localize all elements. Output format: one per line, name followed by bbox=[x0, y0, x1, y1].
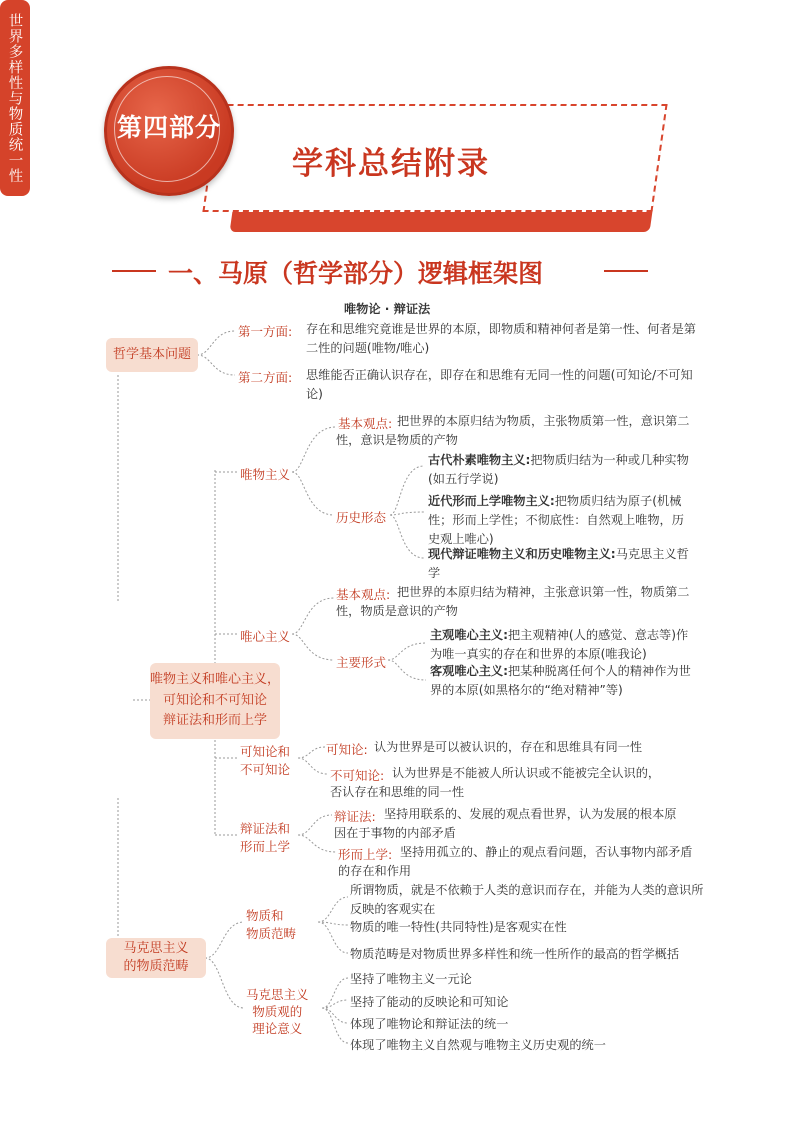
aspect-1-text: 存在和思维究竟谁是世界的本原，即物质和精神何者是第一性、何者是第二性的问题(唯物/唯心) bbox=[306, 322, 696, 355]
materialism-forms-label: 历史形态 bbox=[336, 510, 387, 525]
matter-item-1: 所谓物质，就是不依赖于人类的意识而存在，并能为人类的意识所反映的客观实在 bbox=[350, 883, 704, 916]
unknowable-label: 不可知论: bbox=[330, 768, 385, 783]
marxist-matter-label-2: 的物质范畴 bbox=[123, 959, 189, 974]
form-3-title: 现代辩证唯物主义和历史唯物主义: bbox=[428, 547, 616, 561]
significance-label-2: 物质观的 bbox=[252, 1003, 303, 1019]
dialectics-label-1: 辩证法和 bbox=[240, 821, 291, 836]
materialism-basic-label: 基本观点: bbox=[338, 416, 393, 431]
root-node: 世界多样性与物质统一性 bbox=[0, 0, 30, 196]
significance-item-3: 体现了唯物论和辩证法的统一 bbox=[350, 1017, 509, 1031]
materialism-form-2 bbox=[428, 492, 696, 549]
center-line-1: 唯物主义和唯心主义， bbox=[150, 671, 281, 687]
aspect-2-label: 第二方面: bbox=[238, 370, 293, 385]
unknowable-text: 认为世界是不能被人所认识或不能被完全认识的，否认存在和思维的同一性 bbox=[330, 766, 661, 799]
knowable-label: 可知论: bbox=[326, 742, 368, 757]
matter-label-1: 物质和 bbox=[246, 908, 284, 923]
marxist-matter-label-1: 马克思主义 bbox=[123, 940, 189, 956]
dialectics-text: 坚持用联系的、发展的观点看世界，认为发展的根本原因在于事物的内部矛盾 bbox=[334, 807, 677, 840]
center-line-2: 可知论和不可知论 bbox=[162, 692, 267, 708]
metaphysics-text: 坚持用孤立的、静止的观点看问题，否认事物内部矛盾的存在和作用 bbox=[338, 845, 693, 878]
matter-label-2: 物质范畴 bbox=[246, 925, 297, 941]
form-3-text: 马克思主义哲学 bbox=[428, 547, 689, 580]
node-dialectics bbox=[240, 820, 290, 855]
ideal-form-2-title: 客观唯心主义: bbox=[430, 664, 508, 678]
node-center bbox=[150, 663, 280, 739]
aspect-1-label: 第一方面: bbox=[238, 324, 293, 339]
significance-label-1: 马克思主义 bbox=[246, 987, 309, 1002]
idealism-forms-label: 主要形式 bbox=[336, 655, 387, 670]
materialism-basic-text: 把世界的本原归结为物质，主张物质第一性，意识第二性，意识是物质的产物 bbox=[336, 414, 690, 447]
matter-item-2: 物质的唯一特性(共同特性)是客观实在性 bbox=[350, 920, 567, 934]
significance-label-3: 理论意义 bbox=[252, 1020, 303, 1036]
caption-materialism-dialectics: 唯物论 · 辩证法 bbox=[344, 302, 431, 316]
knowable-text: 认为世界是可以被认识的，存在和思维具有同一性 bbox=[374, 740, 643, 754]
form-2-text: 把物质归结为原子(机械性；形而上学性；不彻底性：自然观上唯物，历史观上唯心) bbox=[428, 494, 684, 546]
part-label: 第四部分 bbox=[116, 113, 221, 142]
form-1-text: 把物质归结为一种或几种实物(如五行学说) bbox=[428, 453, 689, 486]
idealism-form-2 bbox=[430, 662, 698, 700]
significance-item-1: 坚持了唯物主义一元论 bbox=[350, 972, 472, 986]
node-basic-question: 哲学基本问题 bbox=[106, 338, 198, 372]
ideal-form-2-text: 把某种脱离任何个人的精神作为世界的本原(如黑格尔的“绝对精神”等) bbox=[430, 664, 691, 697]
idealism-form-1 bbox=[430, 626, 698, 664]
ideal-form-1-text: 把主观精神(人的感觉、意志等)作为唯一真实的存在和世界的本原(唯我论) bbox=[430, 628, 689, 661]
form-1-title: 古代朴素唯物主义: bbox=[428, 453, 531, 467]
significance-item-4: 体现了唯物主义自然观与唯物主义历史观的统一 bbox=[350, 1038, 606, 1052]
section-title-dash-left bbox=[112, 270, 156, 272]
materialism-form-1 bbox=[428, 451, 696, 489]
dialectics-label: 辩证法: bbox=[334, 809, 376, 824]
aspect-2-text: 思维能否正确认识存在，即存在和思维有无同一性的问题(可知论/不可知论) bbox=[306, 368, 693, 401]
form-2-title: 近代形而上学唯物主义: bbox=[428, 494, 555, 508]
node-knowability bbox=[240, 743, 290, 778]
page-title: 学科总结附录 bbox=[292, 146, 490, 182]
node-matter-category bbox=[246, 907, 296, 942]
dialectics-label-2: 形而上学 bbox=[240, 838, 291, 854]
matter-item-3: 物质范畴是对物质世界多样性和统一性所作的最高的哲学概括 bbox=[350, 947, 680, 961]
idealism-basic-label: 基本观点: bbox=[336, 587, 391, 602]
materialism-form-3 bbox=[428, 545, 696, 583]
knowability-label-2: 不可知论 bbox=[240, 761, 291, 777]
idealism-basic-text: 把世界的本原归结为精神，主张意识第一性，物质第二性，物质是意识的产物 bbox=[336, 585, 690, 618]
knowability-label-1: 可知论和 bbox=[240, 744, 291, 759]
section-title: 一、马原（哲学部分）逻辑框架图 bbox=[168, 259, 544, 288]
ideal-form-1-title: 主观唯心主义: bbox=[430, 628, 508, 642]
node-significance bbox=[246, 987, 309, 1038]
significance-item-2: 坚持了能动的反映论和可知论 bbox=[350, 995, 509, 1009]
metaphysics-label: 形而上学: bbox=[338, 847, 393, 862]
node-marxist-matter bbox=[106, 938, 206, 978]
node-materialism: 唯物主义 bbox=[240, 467, 291, 482]
node-idealism: 唯心主义 bbox=[240, 629, 291, 644]
center-line-3: 辩证法和形而上学 bbox=[162, 713, 267, 729]
section-title-dash-right bbox=[604, 270, 648, 272]
